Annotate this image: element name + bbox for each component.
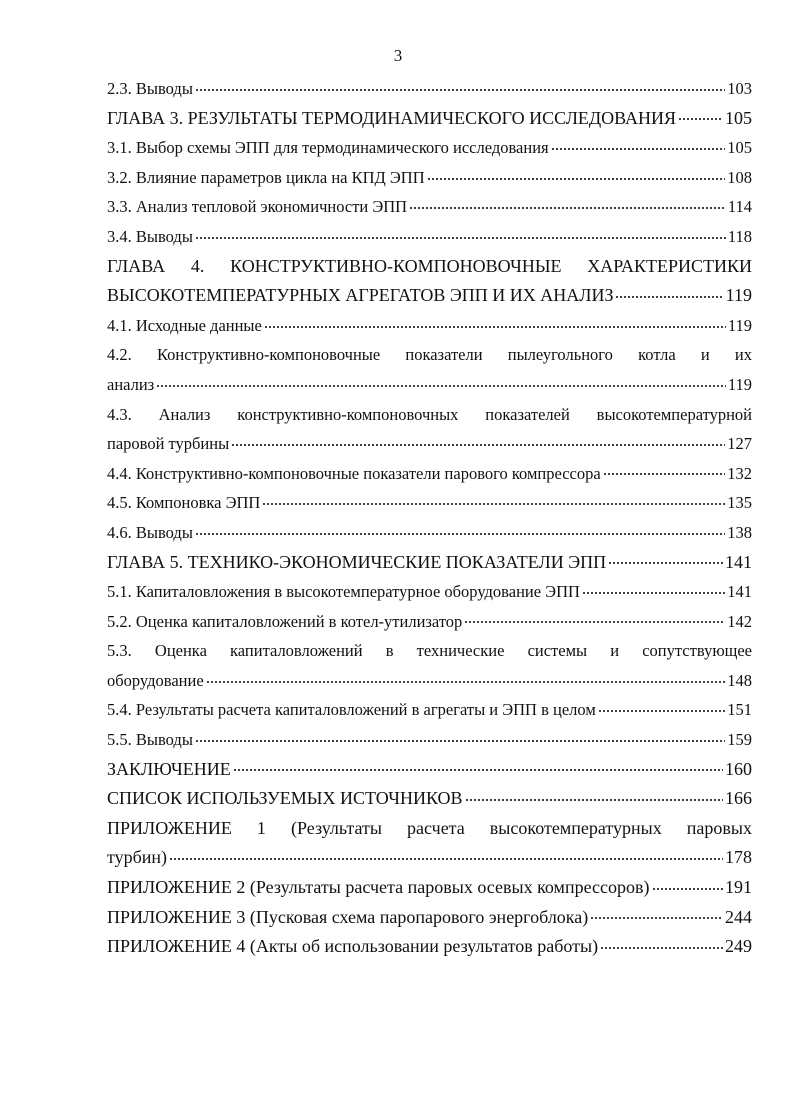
dot-leader — [231, 433, 725, 450]
toc-page-number: 119 — [725, 285, 752, 306]
toc-line[interactable] — [107, 932, 752, 962]
dot-leader — [615, 283, 723, 301]
toc-line[interactable] — [107, 784, 752, 814]
toc-entry-text: паровой турбины — [107, 434, 230, 454]
dot-leader — [608, 550, 723, 568]
dot-leader — [600, 934, 723, 952]
toc-line[interactable] — [107, 163, 752, 193]
dot-leader — [652, 875, 724, 893]
dot-leader — [427, 166, 726, 183]
toc-page-number: 141 — [727, 582, 752, 602]
dot-leader — [582, 581, 725, 598]
toc-line[interactable] — [107, 873, 752, 903]
toc-entry-text: ПРИЛОЖЕНИЕ 1 (Результаты расчета высокотемпературных паровых — [107, 817, 752, 838]
toc-line[interactable] — [107, 281, 752, 311]
toc-page-number: 132 — [727, 463, 752, 483]
toc-line[interactable] — [107, 577, 752, 607]
dot-leader — [195, 225, 726, 242]
toc-line[interactable] — [107, 74, 752, 104]
toc-entry-text: ПРИЛОЖЕНИЕ 4 (Акты об использовании результатов работы) — [107, 936, 599, 957]
toc-entry-text: СПИСОК ИСПОЛЬЗУЕМЫХ ИСТОЧНИКОВ — [107, 788, 463, 809]
dot-leader — [590, 905, 723, 923]
toc-page-number: 191 — [725, 877, 752, 898]
toc-line[interactable] — [107, 666, 752, 696]
toc-line[interactable] — [107, 370, 752, 400]
toc-page-number: 135 — [727, 493, 752, 513]
toc-page-number: 142 — [727, 611, 752, 631]
toc-entry-text: ГЛАВА 5. ТЕХНИКО-ЭКОНОМИЧЕСКИЕ ПОКАЗАТЕЛИ ЭПП — [107, 551, 607, 572]
dot-leader — [603, 462, 726, 479]
toc-line[interactable] — [107, 104, 752, 134]
toc-line[interactable] — [107, 814, 752, 844]
toc-entry-text: 4.2. Конструктивно-компоновочные показатели пылеугольного котла и их — [107, 345, 752, 365]
toc-page-number: 119 — [727, 315, 752, 335]
toc-entry-text: турбин) — [107, 847, 168, 868]
toc-line[interactable] — [107, 311, 752, 341]
toc-entry-text: 4.5. Компоновка ЭПП — [107, 493, 261, 513]
dot-leader — [156, 373, 726, 390]
toc-page-number: 103 — [727, 79, 752, 98]
toc-line[interactable] — [107, 843, 752, 873]
toc-entry-text: 4.1. Исходные данные — [107, 315, 262, 335]
toc-line[interactable] — [107, 252, 752, 282]
toc-line[interactable] — [107, 222, 752, 252]
toc-line[interactable] — [107, 400, 752, 430]
toc-line[interactable] — [107, 903, 752, 933]
dot-leader — [409, 196, 726, 213]
toc-line[interactable] — [107, 518, 752, 548]
toc-entry-text: 4.3. Анализ конструктивно-компоновочных показателей высокотемпературной — [107, 404, 752, 424]
toc-line[interactable] — [107, 192, 752, 222]
dot-leader — [465, 786, 723, 804]
toc-entry-text: ЗАКЛЮЧЕНИЕ — [107, 758, 231, 779]
toc-page-number: 118 — [727, 226, 752, 246]
toc-page-number: 244 — [725, 906, 752, 927]
toc-entry-text: 2.3. Выводы — [107, 79, 193, 98]
dot-leader — [195, 521, 725, 538]
toc-page-number: 114 — [727, 197, 752, 217]
toc-entry-text: 3.1. Выбор схемы ЭПП для термодинамического исследования — [107, 138, 549, 158]
table-of-contents — [107, 74, 752, 962]
toc-page-number: 119 — [727, 374, 752, 394]
dot-leader — [195, 729, 725, 746]
toc-entry-text: 5.1. Капиталовложения в высокотемпературное оборудование ЭПП — [107, 582, 580, 602]
toc-page-number: 148 — [727, 670, 752, 690]
toc-entry-text: анализ — [107, 374, 155, 394]
toc-line[interactable] — [107, 488, 752, 518]
toc-page-number: 141 — [725, 551, 752, 572]
toc-line[interactable] — [107, 340, 752, 370]
toc-line[interactable] — [107, 636, 752, 666]
toc-line[interactable] — [107, 755, 752, 785]
dot-leader — [598, 699, 725, 716]
dot-leader — [264, 314, 726, 331]
toc-entry-text: 5.5. Выводы — [107, 730, 193, 750]
toc-line[interactable] — [107, 459, 752, 489]
toc-page-number: 151 — [727, 700, 752, 720]
dot-leader — [262, 492, 725, 509]
toc-page-number: 160 — [725, 758, 752, 779]
toc-entry-text: 4.4. Конструктивно-компоновочные показатели парового компрессора — [107, 463, 601, 483]
toc-line[interactable] — [107, 429, 752, 459]
dot-leader — [195, 78, 725, 95]
toc-page-number: 249 — [725, 936, 752, 957]
toc-entry-text: ГЛАВА 4. КОНСТРУКТИВНО-КОМПОНОВОЧНЫЕ ХАРАКТЕРИСТИКИ — [107, 255, 752, 276]
toc-entry-text: 5.3. Оценка капиталовложений в технические системы и сопутствующее — [107, 641, 752, 661]
toc-page-number: 166 — [725, 788, 752, 809]
toc-page-number: 108 — [727, 167, 752, 187]
toc-entry-text: 5.2. Оценка капиталовложений в котел-утилизатор — [107, 611, 463, 631]
dot-leader — [233, 757, 723, 775]
toc-line[interactable] — [107, 607, 752, 637]
toc-page-number: 178 — [725, 847, 752, 868]
toc-page-number: 105 — [725, 107, 752, 128]
toc-entry-text: 3.4. Выводы — [107, 226, 193, 246]
toc-entry-text: 3.3. Анализ тепловой экономичности ЭПП — [107, 197, 408, 217]
toc-entry-text: ВЫСОКОТЕМПЕРАТУРНЫХ АГРЕГАТОВ ЭПП И ИХ АНАЛИЗ — [107, 285, 614, 306]
dot-leader — [169, 845, 723, 863]
dot-leader — [206, 669, 726, 686]
toc-page-number: 105 — [727, 138, 752, 158]
toc-page-number: 138 — [727, 522, 752, 542]
toc-line[interactable] — [107, 548, 752, 578]
toc-entry-text: 5.4. Результаты расчета капиталовложений в агрегаты и ЭПП в целом — [107, 700, 596, 720]
toc-entry-text: ГЛАВА 3. РЕЗУЛЬТАТЫ ТЕРМОДИНАМИЧЕСКОГО ИССЛЕДОВАНИЯ — [107, 107, 677, 128]
toc-entry-text: 4.6. Выводы — [107, 522, 193, 542]
toc-line[interactable] — [107, 695, 752, 725]
toc-line[interactable] — [107, 725, 752, 755]
toc-page-number: 159 — [727, 730, 752, 750]
toc-page-number: 127 — [727, 434, 752, 454]
dot-leader — [678, 106, 723, 124]
dot-leader — [551, 137, 726, 154]
page-number: 3 — [393, 46, 403, 65]
toc-line[interactable] — [107, 133, 752, 163]
toc-entry-text: ПРИЛОЖЕНИЕ 2 (Результаты расчета паровых осевых компрессоров) — [107, 877, 650, 898]
toc-entry-text: ПРИЛОЖЕНИЕ 3 (Пусковая схема паропарового энергоблока) — [107, 906, 589, 927]
toc-entry-text: оборудование — [107, 670, 204, 690]
toc-entry-text: 3.2. Влияние параметров цикла на КПД ЭПП — [107, 167, 425, 187]
dot-leader — [464, 610, 725, 627]
